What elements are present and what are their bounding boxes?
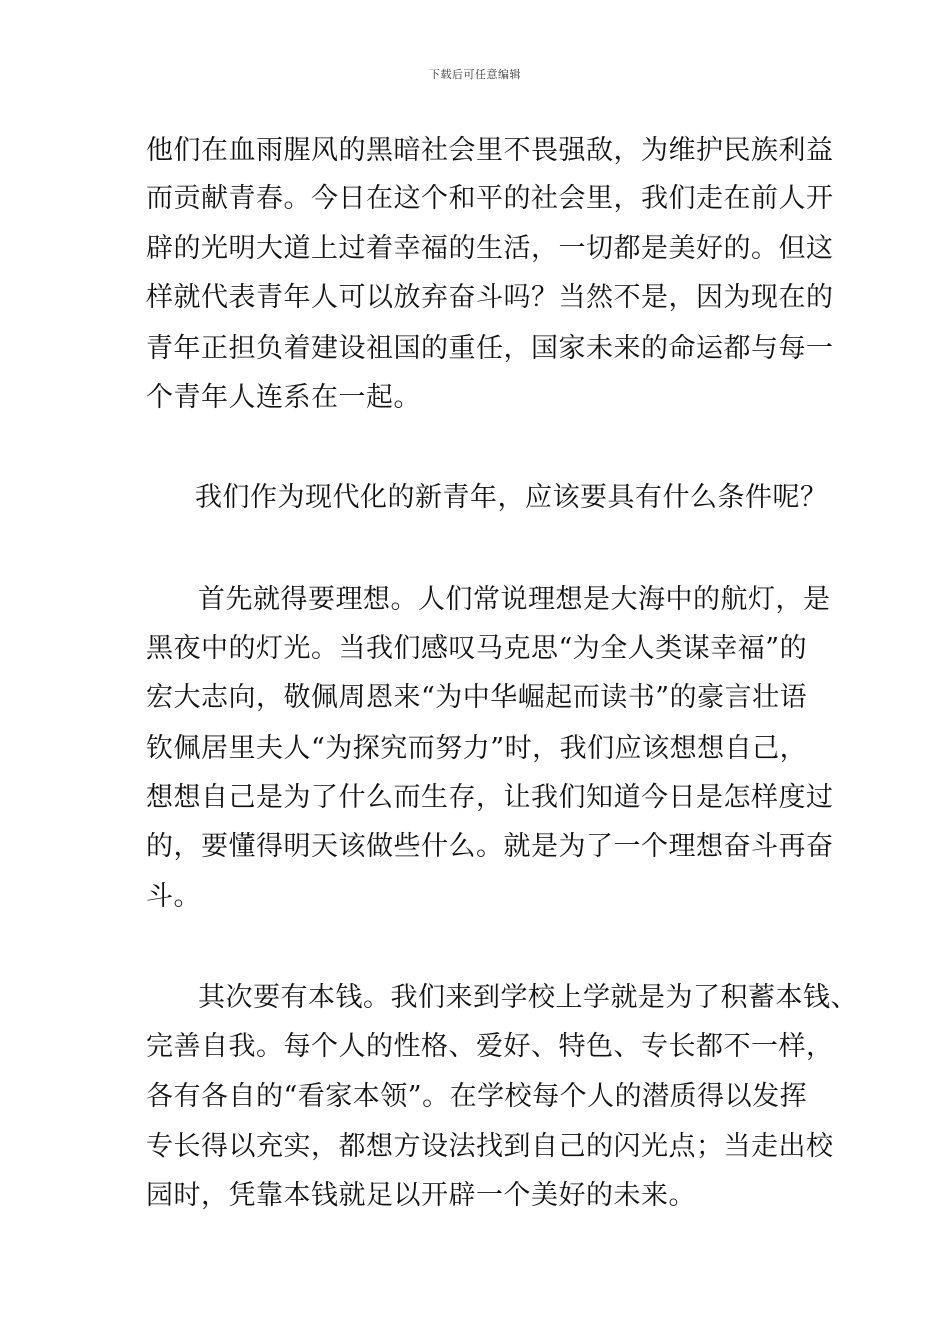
paragraph-1-line-3: 辟的光明大道上过着幸福的生活，一切都是美好的。但这 bbox=[146, 233, 834, 264]
paragraph-1-line-1: 他们在血雨腥风的黑暗社会里不畏强敌，为维护民族利益 bbox=[146, 135, 834, 166]
paragraph-4-line-5: 园时，凭靠本钱就足以开辟一个美好的未来。 bbox=[146, 1180, 696, 1211]
paragraph-3-line-2: 黑夜中的灯光。当我们感叹马克思“为全人类谋幸福”的 bbox=[146, 633, 808, 664]
paragraph-1-line-6: 个青年人连系在一起。 bbox=[146, 382, 421, 413]
paragraph-4-line-4: 专长得以充实，都想方设法找到自己的闪光点；当走出校 bbox=[146, 1131, 834, 1162]
paragraph-3-line-3: 宏大志向，敬佩周恩来“为中华崛起而读书”的豪言壮语 bbox=[146, 682, 808, 713]
paragraph-3-line-1: 首先就得要理想。人们常说理想是大海中的航灯，是 bbox=[198, 584, 831, 615]
paragraph-4-line-2: 完善自我。每个人的性格、爱好、特色、专长都不一样， bbox=[146, 1031, 834, 1062]
paragraph-3-line-7: 斗。 bbox=[146, 881, 201, 912]
paragraph-4-line-1: 其次要有本钱。我们来到学校上学就是为了积蓄本钱、 bbox=[198, 982, 858, 1013]
paragraph-2-line-1: 我们作为现代化的新青年，应该要具有什么条件呢？ bbox=[195, 482, 828, 513]
paragraph-3-line-4: 钦佩居里夫人“为探究而努力”时，我们应该想想自己， bbox=[146, 733, 808, 764]
page-header-note: 下载后可任意编辑 bbox=[429, 68, 521, 81]
paragraph-3-line-6: 的，要懂得明天该做些什么。就是为了一个理想奋斗再奋 bbox=[146, 831, 834, 862]
paragraph-1-line-2: 而贡献青春。今日在这个和平的社会里，我们走在前人开 bbox=[146, 183, 834, 214]
paragraph-1-line-5: 青年正担负着建设祖国的重任，国家未来的命运都与每一 bbox=[146, 333, 834, 364]
paragraph-3-line-5: 想想自己是为了什么而生存，让我们知道今日是怎样度过 bbox=[146, 782, 834, 813]
paragraph-1-line-4: 样就代表青年人可以放弃奋斗吗？当然不是，因为现在的 bbox=[146, 282, 834, 313]
paragraph-4-line-3: 各有各自的“看家本领”。在学校每个人的潜质得以发挥 bbox=[146, 1081, 808, 1112]
